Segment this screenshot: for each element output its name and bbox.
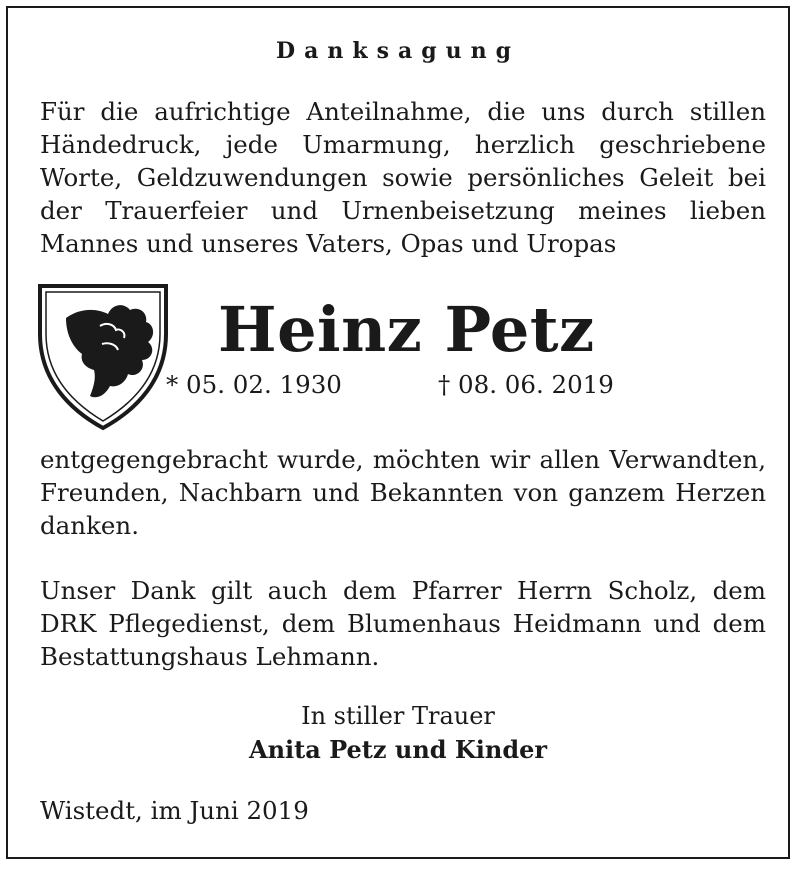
notice-title: Danksagung <box>276 38 520 64</box>
thanks-paragraph-acknowledgements: Unser Dank gilt auch dem Pfarrer Herrn Scholz, dem DRK Pflegedienst, dem Blumenhaus Heidmann und dem Bestattungshaus Lehmann. <box>40 576 766 671</box>
birth-date: * 05. 02. 1930 <box>166 370 342 399</box>
obituary-notice <box>6 6 790 859</box>
mourning-line: In stiller Trauer <box>301 702 495 730</box>
place-and-date: Wistedt, im Juni 2019 <box>40 796 309 825</box>
coat-of-arms-hand-icon <box>36 282 170 432</box>
family-signature: Anita Petz und Kinder <box>248 735 548 764</box>
thanks-paragraph-intro: Für die aufrichtige Anteilnahme, die uns durch stillen Händedruck, jede Umarmung, herzlich geschriebene Worte, Geldzuwendungen sowie persönliches Geleit bei der Trauerfeier und Urnenbeisetzung meines lieben Mannes und unseres Vaters, Opas und Uropas <box>40 97 766 258</box>
thanks-paragraph-conclusion: entgegengebracht wurde, möchten wir allen Verwandten, Freunden, Nachbarn und Bekannten von ganzem Herzen danken. <box>40 445 766 540</box>
deceased-name: Heinz Petz <box>218 293 595 366</box>
death-date: † 08. 06. 2019 <box>438 370 614 399</box>
